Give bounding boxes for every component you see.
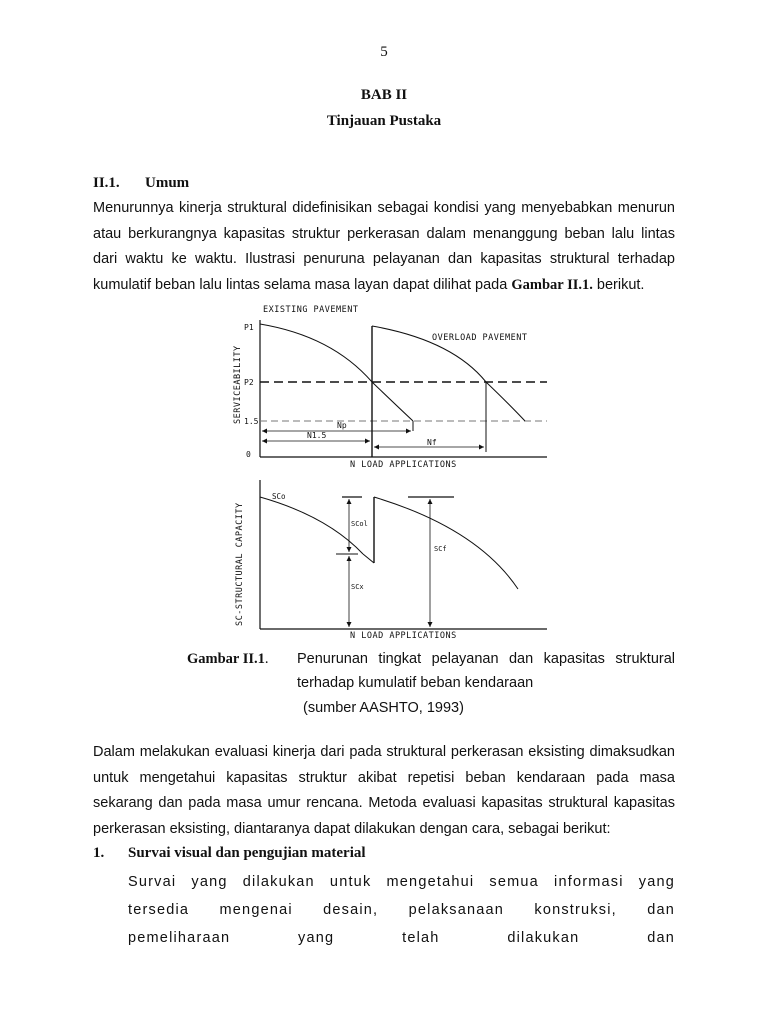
overlay-curve-label: OVERLOAD PAVEMENT — [432, 333, 528, 343]
top-y-axis-label: SERVICEABILITY — [233, 345, 243, 424]
label-sco: SCo — [272, 492, 286, 501]
caption-source: (sumber AASHTO, 1993) — [303, 700, 464, 716]
capacity-link — [363, 554, 374, 563]
caption-label-text: Gambar II.1 — [187, 651, 265, 667]
overlay-capacity-curve — [374, 497, 518, 589]
tick-1-5: 1.5 — [244, 417, 259, 426]
chapter-title: Tinjauan Pustaka — [326, 113, 442, 129]
caption-text: Penurunan tingkat pelayanan dan kapasitas struktural terhadap kumulatif beban kendaraan — [297, 651, 675, 691]
bottom-y-axis-label: SC-STRUCTURAL CAPACITY — [235, 502, 245, 626]
existing-capacity-curve — [260, 497, 363, 554]
caption-label — [187, 647, 269, 671]
caption-label-dot: . — [264, 651, 269, 667]
list-item-number: 1. — [93, 845, 105, 861]
bottom-x-axis-label: N LOAD APPLICATIONS — [350, 631, 457, 641]
chapter-heading: BAB II — [360, 87, 408, 103]
paragraph-intro-tail: berikut. — [592, 276, 645, 293]
figure-serviceability-capacity — [222, 300, 560, 642]
list-item-paragraph: Survai yang dilakukan untuk mengetahui semua informasi yang tersedia mengenai desain, pelaksanaan konstruksi, dan pemeliharaan yang telah dilakukan dan — [128, 874, 675, 946]
paragraph-intro — [93, 196, 675, 298]
paragraph-evaluation: Dalam melakukan evaluasi kinerja dari pada struktural perkerasan eksisting dimaksudkan untuk mengetahui kapasitas struktur akibat repetisi beban kendaraan pada masa sekarang dan pada masa umur rencana. Metoda evaluasi kapasitas struktural kapasitas perkerasan eksisting, diantaranya dapat dilakukan dengan cara, sebagai berikut: — [93, 744, 675, 837]
section-number: II.1. — [93, 175, 120, 191]
label-scol: SCol — [351, 520, 368, 528]
section-title: Umum — [145, 175, 190, 191]
figure-reference: Gambar II.1. — [511, 276, 593, 293]
tick-p1: P1 — [244, 323, 254, 332]
top-x-axis-label: N LOAD APPLICATIONS — [350, 460, 457, 470]
label-scf: SCf — [434, 545, 447, 553]
tick-p2: P2 — [244, 378, 254, 387]
np-label: Np — [337, 421, 347, 430]
page-number: 5 — [380, 44, 388, 60]
top-chart — [233, 305, 547, 470]
existing-curve — [260, 324, 413, 421]
paragraph-intro-text: Menurunnya kinerja struktural didefinisikan sebagai kondisi yang menyebabkan menurun atau berkurangnya kapasitas struktur perkerasan dalam menanggung beban lalu lintas dari waktu ke waktu. Ilustrasi penuruna pelayanan dan kapasitas struktural terhadap kumulatif beban lalu lintas selama masa layan dapat dilihat pada — [93, 200, 675, 293]
n15-label: N1.5 — [307, 431, 327, 440]
section-heading — [93, 175, 189, 192]
top-chart-title: EXISTING PAVEMENT — [263, 305, 359, 315]
list-item-title: Survai visual dan pengujian material — [128, 845, 366, 861]
tick-zero: 0 — [246, 450, 251, 459]
list-item-heading — [93, 845, 366, 862]
bottom-chart — [235, 480, 547, 641]
nf-label: Nf — [427, 438, 437, 447]
label-scx: SCx — [351, 583, 364, 591]
